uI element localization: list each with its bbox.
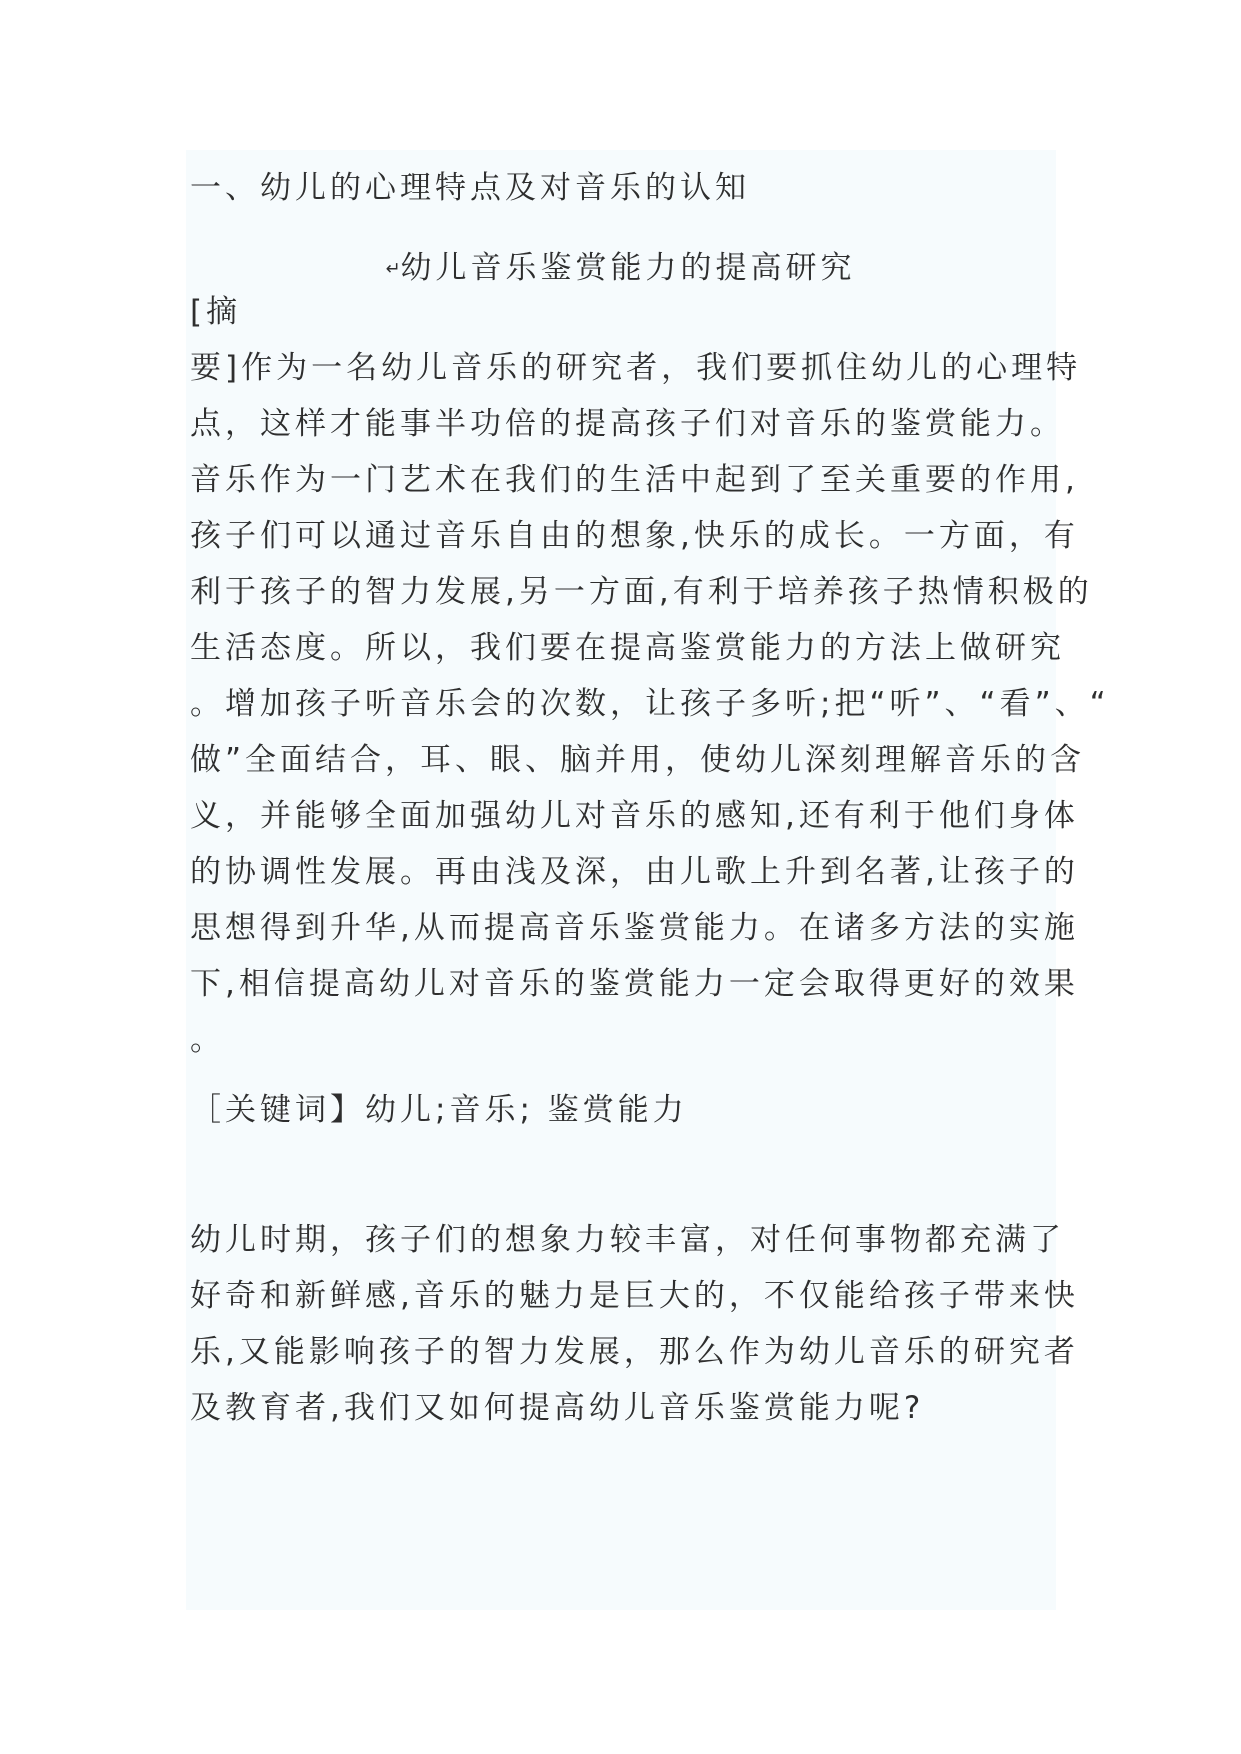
abstract-line: 做”全面结合，耳、眼、脑并用，使幼儿深刻理解音乐的含 bbox=[190, 742, 1086, 778]
section-heading: 一、幼儿的心理特点及对音乐的认知 bbox=[190, 170, 750, 206]
intro-line: 幼儿时期，孩子们的想象力较丰富，对任何事物都充满了 bbox=[190, 1222, 1065, 1258]
abstract-line: 下,相信提高幼儿对音乐的鉴赏能力一定会取得更好的效果 bbox=[190, 966, 1079, 1002]
abstract-line: 。增加孩子听音乐会的次数，让孩子多听;把“听”、“看”、“ bbox=[190, 686, 1110, 722]
intro-line: 好奇和新鲜感,音乐的魅力是巨大的，不仅能给孩子带来快 bbox=[190, 1278, 1079, 1314]
keywords-line: ［关键词】幼儿;音乐; 鉴赏能力 bbox=[190, 1092, 688, 1128]
abstract-line: 。 bbox=[190, 1022, 225, 1058]
document-title: 幼儿音乐鉴赏能力的提高研究 bbox=[400, 250, 856, 286]
paragraph-mark-icon: ↵ bbox=[385, 258, 401, 280]
abstract-line: 的协调性发展。再由浅及深，由儿歌上升到名著,让孩子的 bbox=[190, 854, 1079, 890]
abstract-line: 音乐作为一门艺术在我们的生活中起到了至关重要的作用, bbox=[190, 462, 1079, 498]
abstract-line: 义，并能够全面加强幼儿对音乐的感知,还有利于他们身体 bbox=[190, 798, 1079, 834]
abstract-line: 要]作为一名幼儿音乐的研究者，我们要抓住幼儿的心理特 bbox=[190, 350, 1082, 386]
abstract-line: 思想得到升华,从而提高音乐鉴赏能力。在诸多方法的实施 bbox=[190, 910, 1079, 946]
intro-line: 乐,又能影响孩子的智力发展，那么作为幼儿音乐的研究者 bbox=[190, 1334, 1079, 1370]
abstract-line: 利于孩子的智力发展,另一方面,有利于培养孩子热情积极的 bbox=[190, 574, 1093, 610]
abstract-line: [摘 bbox=[190, 294, 242, 330]
intro-line: 及教育者,我们又如何提高幼儿音乐鉴赏能力呢? bbox=[190, 1390, 925, 1426]
abstract-line: 点，这样才能事半功倍的提高孩子们对音乐的鉴赏能力。 bbox=[190, 406, 1065, 442]
abstract-line: 孩子们可以通过音乐自由的想象,快乐的成长。一方面，有 bbox=[190, 518, 1079, 554]
document-title-line bbox=[0, 248, 1241, 290]
abstract-line: 生活态度。所以，我们要在提高鉴赏能力的方法上做研究 bbox=[190, 630, 1065, 666]
